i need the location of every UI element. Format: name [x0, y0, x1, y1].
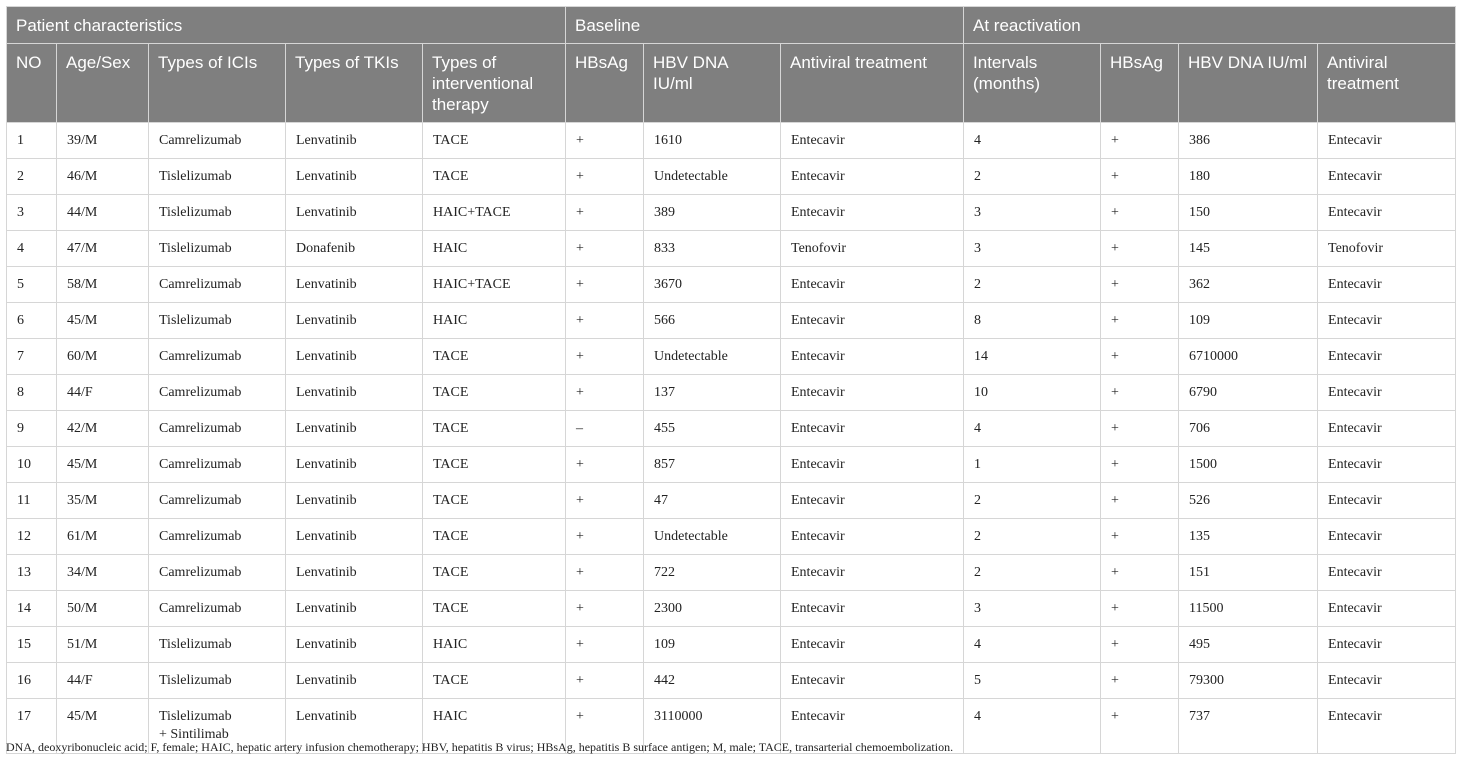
col-header-baseline-hbsag: HBsAg [566, 44, 644, 123]
table-row [7, 411, 1456, 447]
header-group-patient: Patient characteristics [7, 7, 566, 44]
cell-tkis: Lenvatinib [286, 555, 423, 591]
cell-baseline-hbsag: + [566, 483, 644, 519]
cell-interventional: TACE [423, 483, 566, 519]
cell-age-sex: 51/M [57, 627, 149, 663]
cell-no: 10 [7, 447, 57, 483]
cell-reactivation-antiviral: Entecavir [1318, 591, 1456, 627]
cell-baseline-hbsag: + [566, 591, 644, 627]
cell-intervals: 3 [964, 195, 1101, 231]
cell-intervals: 4 [964, 123, 1101, 159]
header-group-reactivation: At reactivation [964, 7, 1456, 44]
cell-reactivation-hbv-dna: 150 [1179, 195, 1318, 231]
patient-table [6, 6, 1456, 754]
cell-tkis: Lenvatinib [286, 411, 423, 447]
cell-reactivation-antiviral: Entecavir [1318, 627, 1456, 663]
cell-interventional: HAIC+TACE [423, 195, 566, 231]
cell-intervals: 2 [964, 159, 1101, 195]
cell-baseline-hbsag: + [566, 663, 644, 699]
cell-reactivation-hbv-dna: 386 [1179, 123, 1318, 159]
cell-reactivation-hbv-dna: 706 [1179, 411, 1318, 447]
cell-reactivation-hbsag: + [1101, 339, 1179, 375]
cell-reactivation-antiviral: Entecavir [1318, 447, 1456, 483]
cell-baseline-hbv-dna: 566 [644, 303, 781, 339]
cell-baseline-antiviral: Tenofovir [781, 231, 964, 267]
cell-baseline-hbsag: + [566, 159, 644, 195]
cell-reactivation-antiviral: Entecavir [1318, 267, 1456, 303]
cell-icis: Camrelizumab [149, 267, 286, 303]
cell-age-sex: 61/M [57, 519, 149, 555]
col-header-no: NO [7, 44, 57, 123]
cell-reactivation-hbv-dna: 135 [1179, 519, 1318, 555]
cell-interventional: TACE [423, 375, 566, 411]
cell-baseline-hbsag: – [566, 411, 644, 447]
cell-baseline-hbsag: + [566, 303, 644, 339]
cell-baseline-hbv-dna: 442 [644, 663, 781, 699]
cell-icis: Camrelizumab [149, 591, 286, 627]
cell-reactivation-hbv-dna: 109 [1179, 303, 1318, 339]
cell-tkis: Lenvatinib [286, 123, 423, 159]
cell-intervals: 1 [964, 447, 1101, 483]
cell-baseline-hbv-dna: 1610 [644, 123, 781, 159]
cell-icis: Tislelizumab [149, 663, 286, 699]
cell-tkis: Lenvatinib [286, 267, 423, 303]
cell-reactivation-hbsag: + [1101, 663, 1179, 699]
table-row [7, 483, 1456, 519]
cell-tkis: Lenvatinib [286, 159, 423, 195]
cell-baseline-hbv-dna: Undetectable [644, 519, 781, 555]
cell-baseline-hbv-dna: 389 [644, 195, 781, 231]
col-header-reactivation-hbv-dna: HBV DNA IU/ml [1179, 44, 1318, 123]
cell-tkis: Lenvatinib [286, 519, 423, 555]
table-row [7, 555, 1456, 591]
cell-reactivation-antiviral: Entecavir [1318, 483, 1456, 519]
table-body [7, 123, 1456, 754]
cell-baseline-hbsag: + [566, 447, 644, 483]
cell-interventional: HAIC [423, 231, 566, 267]
header-group-row [7, 7, 1456, 44]
cell-tkis: Lenvatinib [286, 339, 423, 375]
cell-icis: Camrelizumab [149, 447, 286, 483]
cell-baseline-hbv-dna: 109 [644, 627, 781, 663]
cell-baseline-hbsag: + [566, 195, 644, 231]
cell-no: 13 [7, 555, 57, 591]
cell-icis: Camrelizumab [149, 519, 286, 555]
cell-intervals: 2 [964, 267, 1101, 303]
cell-interventional: HAIC [423, 303, 566, 339]
cell-tkis: Lenvatinib [286, 591, 423, 627]
cell-reactivation-hbv-dna: 737 [1179, 699, 1318, 754]
cell-baseline-antiviral: Entecavir [781, 699, 964, 754]
table-row [7, 375, 1456, 411]
cell-intervals: 10 [964, 375, 1101, 411]
col-header-intervals: Intervals (months) [964, 44, 1101, 123]
cell-intervals: 2 [964, 555, 1101, 591]
cell-reactivation-hbsag: + [1101, 159, 1179, 195]
cell-no: 9 [7, 411, 57, 447]
cell-no: 8 [7, 375, 57, 411]
cell-interventional: TACE [423, 447, 566, 483]
cell-age-sex: 45/M [57, 699, 149, 754]
cell-reactivation-hbsag: + [1101, 447, 1179, 483]
table-row [7, 627, 1456, 663]
cell-reactivation-antiviral: Entecavir [1318, 159, 1456, 195]
cell-no: 11 [7, 483, 57, 519]
table-row [7, 303, 1456, 339]
cell-baseline-hbsag: + [566, 627, 644, 663]
cell-reactivation-hbsag: + [1101, 555, 1179, 591]
cell-baseline-hbv-dna: Undetectable [644, 159, 781, 195]
cell-age-sex: 50/M [57, 591, 149, 627]
cell-baseline-hbv-dna: 833 [644, 231, 781, 267]
table-row [7, 195, 1456, 231]
cell-baseline-hbv-dna: 455 [644, 411, 781, 447]
col-header-reactivation-hbsag: HBsAg [1101, 44, 1179, 123]
cell-interventional: TACE [423, 159, 566, 195]
cell-tkis: Lenvatinib [286, 699, 423, 754]
cell-intervals: 5 [964, 663, 1101, 699]
table-row [7, 339, 1456, 375]
cell-baseline-antiviral: Entecavir [781, 519, 964, 555]
cell-reactivation-hbv-dna: 362 [1179, 267, 1318, 303]
column-header-row [7, 44, 1456, 123]
table-row [7, 591, 1456, 627]
cell-baseline-antiviral: Entecavir [781, 411, 964, 447]
cell-reactivation-hbv-dna: 11500 [1179, 591, 1318, 627]
cell-age-sex: 35/M [57, 483, 149, 519]
cell-reactivation-antiviral: Entecavir [1318, 123, 1456, 159]
cell-interventional: TACE [423, 339, 566, 375]
cell-age-sex: 45/M [57, 303, 149, 339]
cell-age-sex: 58/M [57, 267, 149, 303]
cell-icis: Camrelizumab [149, 339, 286, 375]
cell-baseline-antiviral: Entecavir [781, 483, 964, 519]
cell-age-sex: 39/M [57, 123, 149, 159]
table-row [7, 519, 1456, 555]
cell-age-sex: 46/M [57, 159, 149, 195]
cell-age-sex: 44/F [57, 663, 149, 699]
cell-intervals: 4 [964, 627, 1101, 663]
cell-reactivation-antiviral: Entecavir [1318, 195, 1456, 231]
cell-age-sex: 44/F [57, 375, 149, 411]
cell-reactivation-antiviral: Entecavir [1318, 699, 1456, 754]
cell-reactivation-hbsag: + [1101, 123, 1179, 159]
cell-no: 16 [7, 663, 57, 699]
cell-tkis: Lenvatinib [286, 303, 423, 339]
cell-interventional: TACE [423, 591, 566, 627]
cell-baseline-hbv-dna: Undetectable [644, 339, 781, 375]
cell-baseline-hbsag: + [566, 555, 644, 591]
cell-interventional: TACE [423, 123, 566, 159]
cell-icis: Tislelizumab + Sintilimab [149, 699, 286, 754]
cell-icis: Camrelizumab [149, 123, 286, 159]
cell-reactivation-hbsag: + [1101, 699, 1179, 754]
cell-no: 17 [7, 699, 57, 754]
cell-baseline-antiviral: Entecavir [781, 339, 964, 375]
cell-no: 14 [7, 591, 57, 627]
col-header-reactivation-antiviral: Antiviral treatment [1318, 44, 1456, 123]
cell-baseline-antiviral: Entecavir [781, 375, 964, 411]
cell-baseline-antiviral: Entecavir [781, 267, 964, 303]
cell-baseline-hbsag: + [566, 267, 644, 303]
cell-reactivation-hbv-dna: 145 [1179, 231, 1318, 267]
cell-baseline-hbv-dna: 2300 [644, 591, 781, 627]
cell-baseline-hbv-dna: 857 [644, 447, 781, 483]
cell-age-sex: 44/M [57, 195, 149, 231]
col-header-age-sex: Age/Sex [57, 44, 149, 123]
cell-tkis: Lenvatinib [286, 195, 423, 231]
cell-icis: Camrelizumab [149, 411, 286, 447]
cell-reactivation-hbsag: + [1101, 231, 1179, 267]
cell-interventional: TACE [423, 555, 566, 591]
cell-intervals: 4 [964, 699, 1101, 754]
cell-baseline-hbv-dna: 137 [644, 375, 781, 411]
cell-intervals: 2 [964, 483, 1101, 519]
col-header-baseline-antiviral: Antiviral treatment [781, 44, 964, 123]
cell-baseline-hbsag: + [566, 699, 644, 754]
cell-reactivation-hbsag: + [1101, 375, 1179, 411]
cell-reactivation-antiviral: Entecavir [1318, 375, 1456, 411]
cell-interventional: TACE [423, 663, 566, 699]
cell-age-sex: 42/M [57, 411, 149, 447]
cell-baseline-hbv-dna: 722 [644, 555, 781, 591]
cell-icis: Camrelizumab [149, 555, 286, 591]
cell-baseline-antiviral: Entecavir [781, 663, 964, 699]
cell-reactivation-hbv-dna: 495 [1179, 627, 1318, 663]
cell-baseline-hbv-dna: 3110000 [644, 699, 781, 754]
cell-icis: Tislelizumab [149, 303, 286, 339]
col-header-tkis: Types of TKIs [286, 44, 423, 123]
table-row [7, 663, 1456, 699]
cell-no: 1 [7, 123, 57, 159]
cell-no: 6 [7, 303, 57, 339]
cell-no: 5 [7, 267, 57, 303]
table-row [7, 123, 1456, 159]
col-header-icis: Types of ICIs [149, 44, 286, 123]
cell-baseline-antiviral: Entecavir [781, 303, 964, 339]
cell-no: 15 [7, 627, 57, 663]
cell-reactivation-antiviral: Entecavir [1318, 303, 1456, 339]
cell-tkis: Lenvatinib [286, 375, 423, 411]
cell-icis: Camrelizumab [149, 483, 286, 519]
cell-icis: Tislelizumab [149, 195, 286, 231]
cell-reactivation-hbsag: + [1101, 519, 1179, 555]
cell-reactivation-hbv-dna: 526 [1179, 483, 1318, 519]
cell-baseline-antiviral: Entecavir [781, 627, 964, 663]
cell-baseline-hbsag: + [566, 375, 644, 411]
cell-interventional: HAIC [423, 627, 566, 663]
cell-reactivation-antiviral: Entecavir [1318, 555, 1456, 591]
cell-age-sex: 34/M [57, 555, 149, 591]
cell-interventional: HAIC [423, 699, 566, 754]
cell-no: 7 [7, 339, 57, 375]
cell-baseline-antiviral: Entecavir [781, 447, 964, 483]
table-row [7, 267, 1456, 303]
cell-baseline-antiviral: Entecavir [781, 591, 964, 627]
col-header-baseline-hbv-dna: HBV DNA IU/ml [644, 44, 781, 123]
cell-baseline-hbsag: + [566, 231, 644, 267]
cell-age-sex: 45/M [57, 447, 149, 483]
cell-tkis: Lenvatinib [286, 663, 423, 699]
cell-baseline-hbv-dna: 3670 [644, 267, 781, 303]
cell-baseline-antiviral: Entecavir [781, 123, 964, 159]
header-group-baseline: Baseline [566, 7, 964, 44]
cell-reactivation-hbv-dna: 180 [1179, 159, 1318, 195]
cell-reactivation-hbv-dna: 6710000 [1179, 339, 1318, 375]
cell-baseline-antiviral: Entecavir [781, 555, 964, 591]
cell-no: 12 [7, 519, 57, 555]
cell-baseline-antiviral: Entecavir [781, 159, 964, 195]
cell-reactivation-hbv-dna: 6790 [1179, 375, 1318, 411]
cell-reactivation-hbv-dna: 151 [1179, 555, 1318, 591]
cell-tkis: Lenvatinib [286, 627, 423, 663]
table-row [7, 231, 1456, 267]
cell-reactivation-antiviral: Tenofovir [1318, 231, 1456, 267]
cell-intervals: 4 [964, 411, 1101, 447]
cell-no: 3 [7, 195, 57, 231]
cell-interventional: TACE [423, 411, 566, 447]
cell-icis: Tislelizumab [149, 627, 286, 663]
cell-baseline-antiviral: Entecavir [781, 195, 964, 231]
cell-interventional: HAIC+TACE [423, 267, 566, 303]
cell-reactivation-hbsag: + [1101, 483, 1179, 519]
cell-no: 2 [7, 159, 57, 195]
cell-tkis: Lenvatinib [286, 447, 423, 483]
cell-reactivation-hbv-dna: 79300 [1179, 663, 1318, 699]
cell-age-sex: 60/M [57, 339, 149, 375]
cell-reactivation-hbsag: + [1101, 267, 1179, 303]
cell-reactivation-antiviral: Entecavir [1318, 339, 1456, 375]
col-header-interventional: Types of interventional therapy [423, 44, 566, 123]
cell-reactivation-hbsag: + [1101, 411, 1179, 447]
cell-reactivation-hbsag: + [1101, 627, 1179, 663]
table-row [7, 447, 1456, 483]
cell-reactivation-antiviral: Entecavir [1318, 519, 1456, 555]
cell-baseline-hbsag: + [566, 339, 644, 375]
table-row [7, 159, 1456, 195]
cell-intervals: 8 [964, 303, 1101, 339]
cell-reactivation-hbsag: + [1101, 591, 1179, 627]
cell-intervals: 2 [964, 519, 1101, 555]
cell-reactivation-hbv-dna: 1500 [1179, 447, 1318, 483]
cell-icis: Tislelizumab [149, 159, 286, 195]
cell-baseline-hbsag: + [566, 123, 644, 159]
cell-reactivation-antiviral: Entecavir [1318, 411, 1456, 447]
cell-intervals: 3 [964, 231, 1101, 267]
cell-tkis: Lenvatinib [286, 483, 423, 519]
cell-interventional: TACE [423, 519, 566, 555]
cell-tkis: Donafenib [286, 231, 423, 267]
cell-age-sex: 47/M [57, 231, 149, 267]
cell-reactivation-hbsag: + [1101, 195, 1179, 231]
table-footnote: DNA, deoxyribonucleic acid; F, female; HAIC, hepatic artery infusion chemotherapy; HBV, hepatitis B virus; HBsAg, hepatitis B surface antigen; M, male; TACE, transarterial chemoembolization. [6, 740, 954, 754]
cell-baseline-hbsag: + [566, 519, 644, 555]
cell-intervals: 3 [964, 591, 1101, 627]
cell-icis: Tislelizumab [149, 231, 286, 267]
cell-intervals: 14 [964, 339, 1101, 375]
cell-baseline-hbv-dna: 47 [644, 483, 781, 519]
cell-no: 4 [7, 231, 57, 267]
cell-reactivation-hbsag: + [1101, 303, 1179, 339]
cell-icis: Camrelizumab [149, 375, 286, 411]
cell-reactivation-antiviral: Entecavir [1318, 663, 1456, 699]
